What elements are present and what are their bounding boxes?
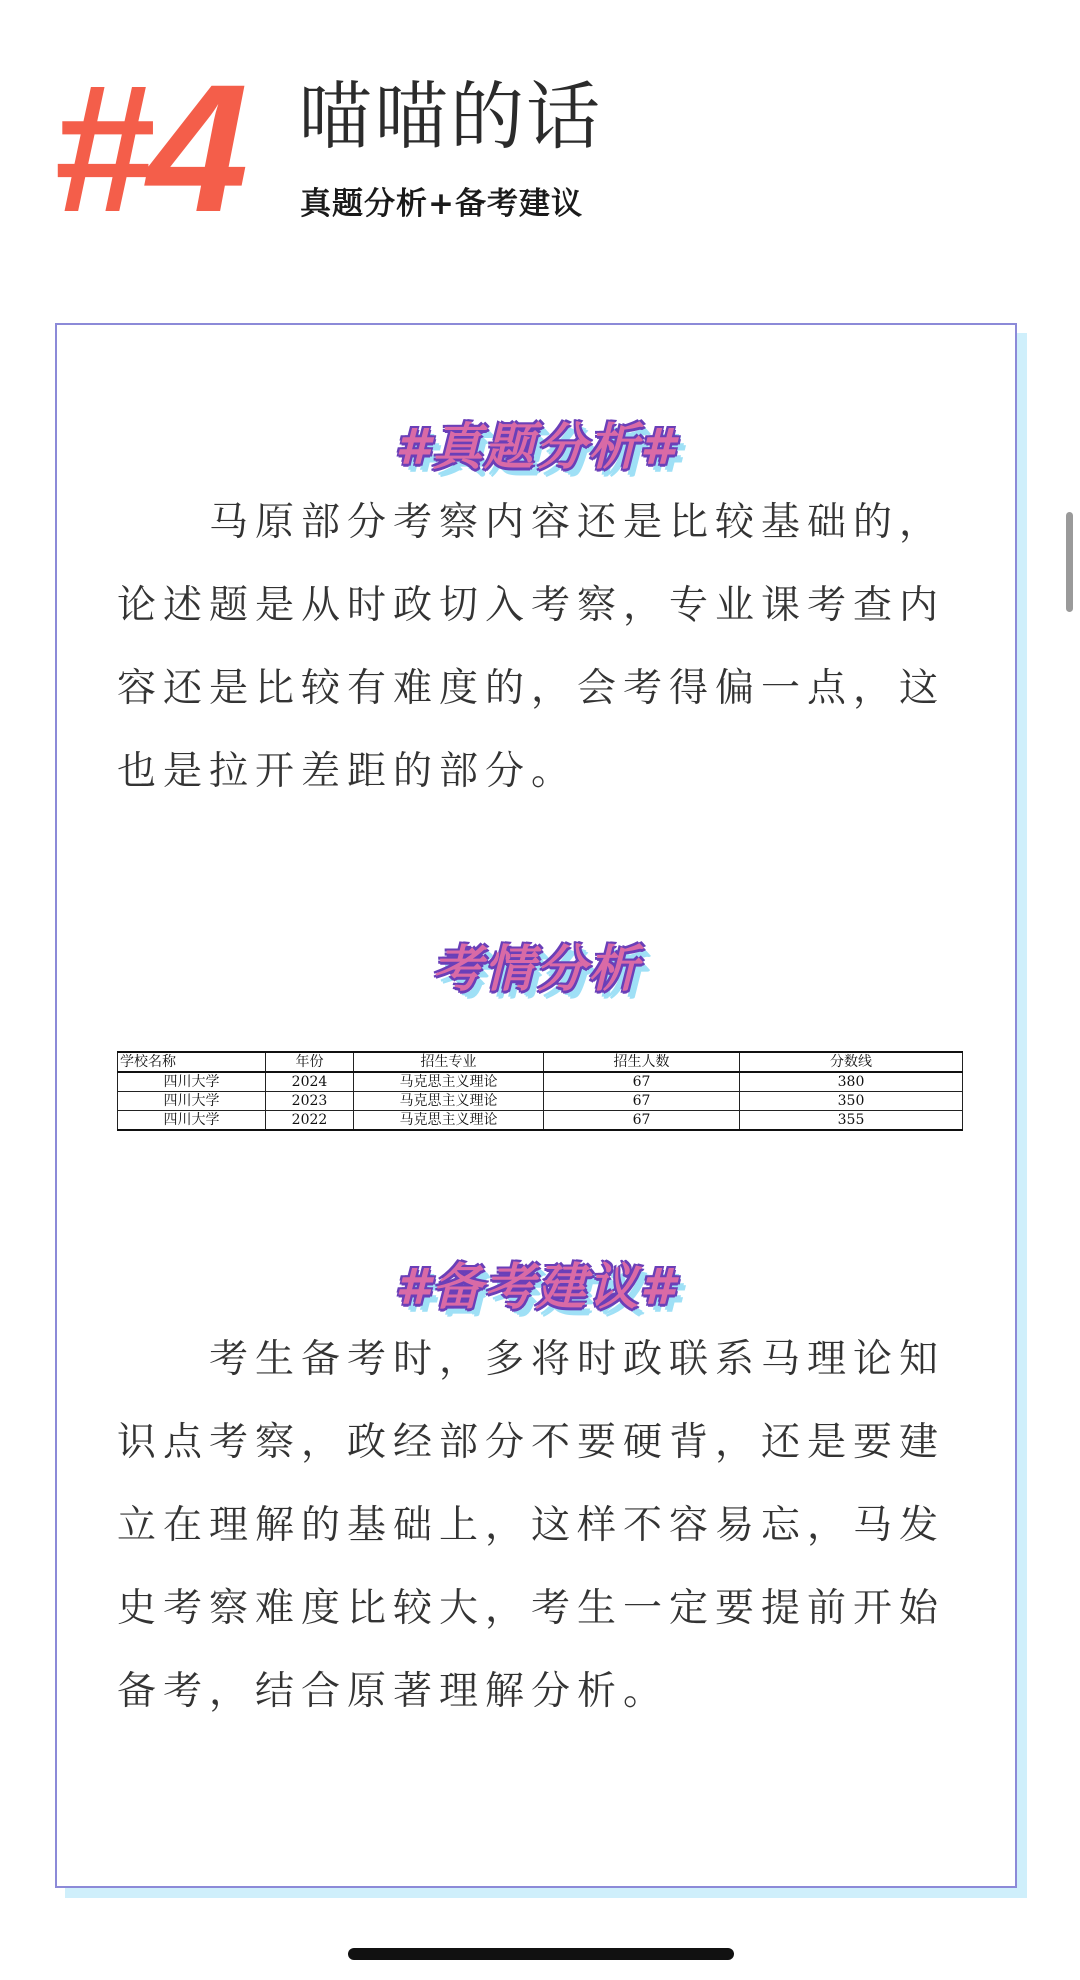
analysis-paragraph (117, 481, 965, 813)
table-header-row (118, 1052, 963, 1072)
table-cell: 350 (740, 1092, 963, 1111)
table-row (118, 1092, 963, 1111)
column-header: 分数线 (740, 1052, 963, 1072)
table-cell: 67 (544, 1072, 740, 1092)
advice-line: 立在理解的基础上，这样不容易忘，马发 (117, 1503, 946, 1548)
page-title: 喵喵的话 (298, 74, 602, 160)
table-cell: 67 (544, 1111, 740, 1131)
admission-table (117, 1051, 963, 1131)
column-header: 学校名称 (118, 1052, 266, 1072)
table-row (118, 1111, 963, 1131)
table-cell: 2024 (266, 1072, 354, 1092)
section-number: #4 (52, 46, 243, 250)
page-header (0, 0, 1080, 290)
advice-line: 备考，结合原著理解分析。 (117, 1669, 670, 1714)
analysis-line: 论述题是从时政切入考察，专业课考查内 (117, 583, 946, 628)
advice-heading: #备考建议# (395, 1258, 677, 1316)
content-card (55, 323, 1017, 1888)
table-cell: 380 (740, 1072, 963, 1092)
table-cell: 马克思主义理论 (354, 1092, 544, 1111)
exam-info-heading: 考情分析 (432, 940, 640, 998)
advice-line: 史考察难度比较大，考生一定要提前开始 (117, 1586, 946, 1631)
column-header: 年份 (266, 1052, 354, 1072)
advice-line: 考生备考时，多将时政联系马理论知 (209, 1337, 946, 1382)
table-cell: 2022 (266, 1111, 354, 1131)
advice-paragraph (117, 1318, 965, 1733)
table-cell: 2023 (266, 1092, 354, 1111)
table-cell: 马克思主义理论 (354, 1072, 544, 1092)
table-cell: 67 (544, 1092, 740, 1111)
table-cell: 四川大学 (118, 1111, 266, 1131)
scrollbar-thumb[interactable] (1066, 512, 1073, 612)
table-cell: 马克思主义理论 (354, 1111, 544, 1131)
analysis-line: 也是拉开差距的部分。 (117, 749, 578, 794)
table-cell: 四川大学 (118, 1072, 266, 1092)
analysis-line: 马原部分考察内容还是比较基础的， (209, 500, 946, 545)
advice-line: 识点考察，政经部分不要硬背，还是要建 (117, 1420, 946, 1465)
page-subtitle: 真题分析+备考建议 (300, 186, 583, 222)
column-header: 招生专业 (354, 1052, 544, 1072)
analysis-heading: #真题分析# (395, 418, 677, 476)
column-header: 招生人数 (544, 1052, 740, 1072)
home-indicator[interactable] (348, 1948, 734, 1960)
table-cell: 355 (740, 1111, 963, 1131)
analysis-line: 容还是比较有难度的，会考得偏一点，这 (117, 666, 946, 711)
table-cell: 四川大学 (118, 1092, 266, 1111)
table-row (118, 1072, 963, 1092)
